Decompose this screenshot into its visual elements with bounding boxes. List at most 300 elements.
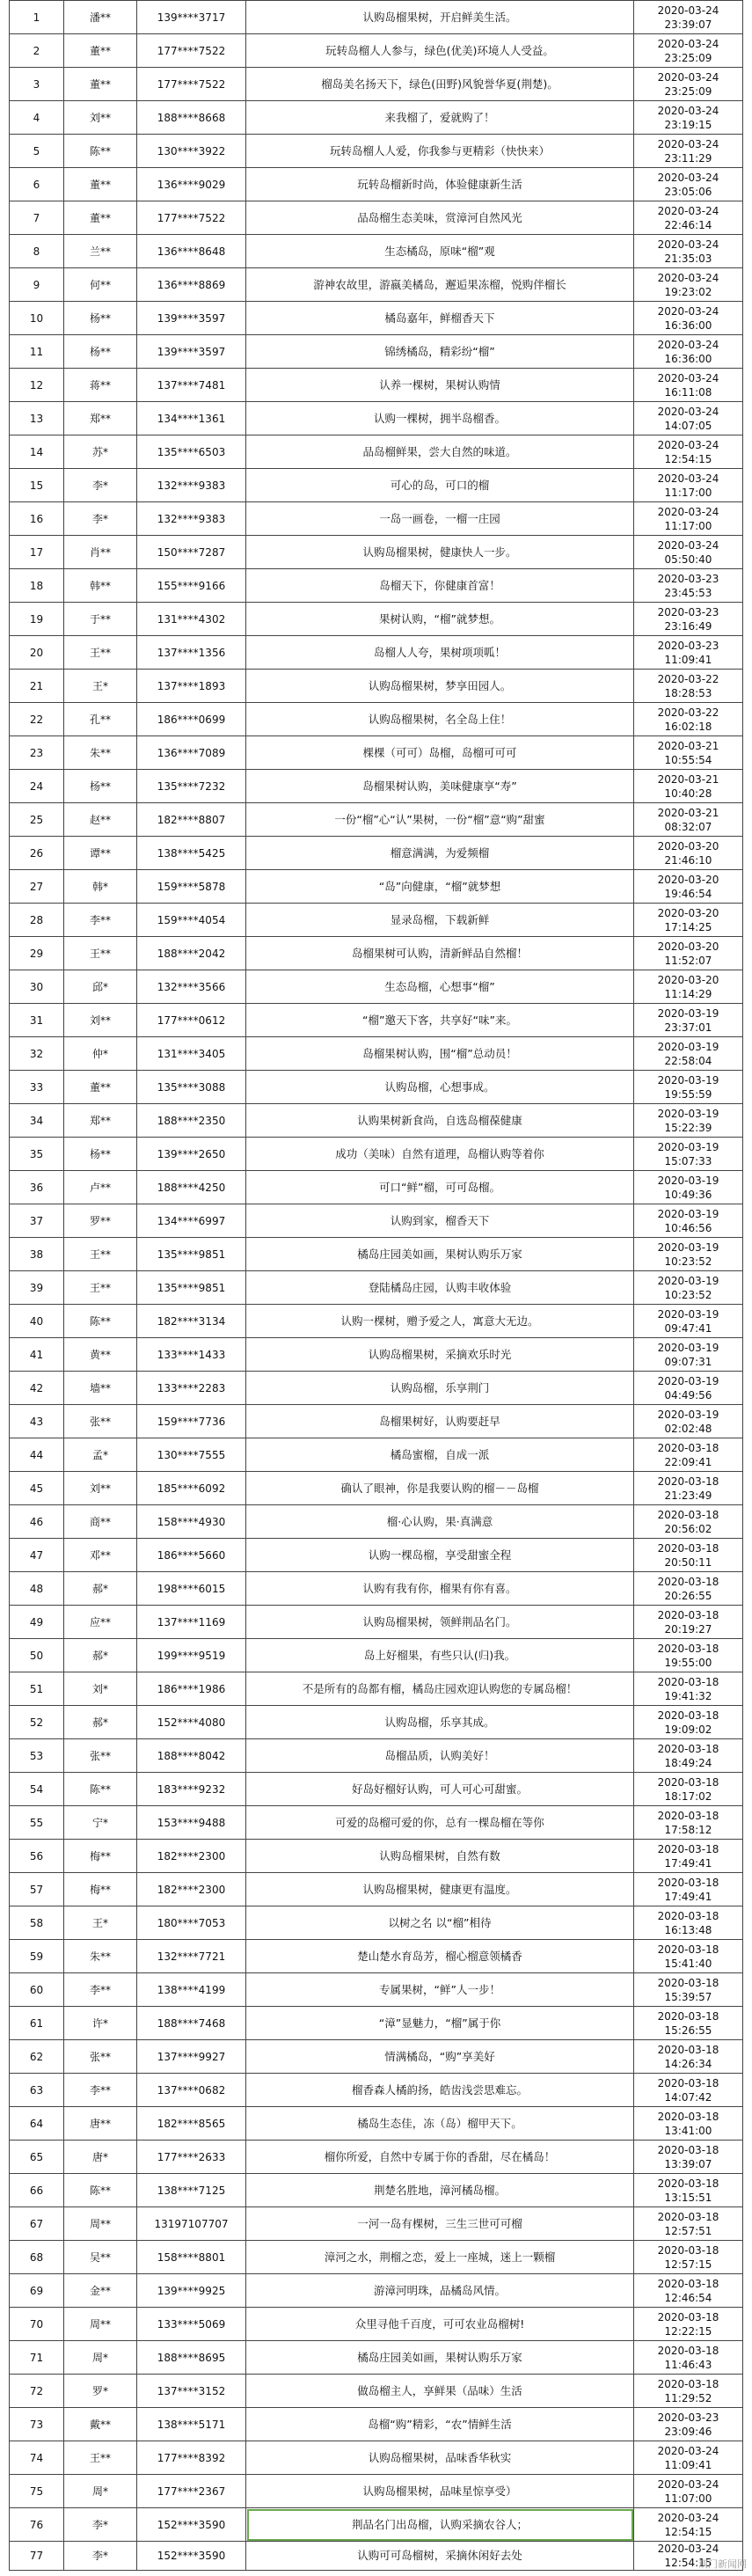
time-text: 23:37:01 [664, 1021, 712, 1034]
name-cell: 黄** [64, 1338, 137, 1372]
time-text: 17:49:41 [664, 1856, 712, 1870]
table-row [10, 1271, 743, 1305]
phone-cell: 139****3717 [137, 1, 246, 34]
row-number-cell: 48 [10, 1572, 64, 1606]
row-number-cell: 74 [10, 2441, 64, 2475]
time-text: 13:39:07 [664, 2157, 712, 2170]
row-number-cell: 32 [10, 1037, 64, 1071]
name-cell: 杨** [64, 302, 137, 335]
datetime-cell [634, 2375, 743, 2408]
table-row [10, 1806, 743, 1840]
table-row [10, 1505, 743, 1539]
date-text: 2020-03-23 [657, 2411, 719, 2424]
datetime-cell [634, 569, 743, 603]
row-number-cell: 72 [10, 2375, 64, 2408]
slogan-cell: 认购一棵岛榴，享受甜蜜全程 [246, 1539, 634, 1572]
table-row [10, 1204, 743, 1238]
slogan-cell: 橘岛嘉年，鲜榴香天下 [246, 302, 634, 335]
slogan-cell: 确认了眼神，你是我要认购的榴－－岛榴 [246, 1472, 634, 1505]
slogan-cell: 认购一棵树，赠予爱之人，寓意大无边。 [246, 1305, 634, 1338]
slogan-cell: 认购岛榴果树，自然有数 [246, 1840, 634, 1873]
datetime-cell [634, 2475, 743, 2508]
name-cell: 杨** [64, 1138, 137, 1171]
phone-cell: 182****2300 [137, 1840, 246, 1873]
phone-cell: 132****7721 [137, 1940, 246, 1973]
datetime-cell [634, 302, 743, 335]
time-text: 17:49:41 [664, 1890, 712, 1903]
time-text: 09:07:31 [664, 1355, 712, 1368]
date-text: 2020-03-21 [657, 739, 719, 752]
slogan-cell: 认养一棵树，果树认购情 [246, 369, 634, 402]
row-number-cell: 16 [10, 502, 64, 536]
phone-cell: 132****9383 [137, 469, 246, 502]
name-cell: 王* [64, 670, 137, 703]
phone-cell: 152****3590 [137, 2542, 246, 2571]
time-text: 22:46:14 [664, 218, 712, 231]
datetime-cell [634, 2074, 743, 2107]
slogan-cell: 岛榴天下，你健康首富！ [246, 569, 634, 603]
row-number-cell: 13 [10, 402, 64, 435]
date-text: 2020-03-24 [657, 271, 719, 284]
time-text: 17:58:12 [664, 1823, 712, 1836]
name-cell: 张** [64, 1405, 137, 1438]
datetime-cell [634, 1238, 743, 1271]
row-number-cell: 8 [10, 235, 64, 268]
datetime-cell [634, 703, 743, 736]
row-number-cell: 76 [10, 2508, 64, 2542]
date-text: 2020-03-18 [657, 2377, 719, 2390]
datetime-cell [634, 2274, 743, 2308]
table-row [10, 970, 743, 1004]
table-row [10, 369, 743, 402]
slogan-cell: 认购岛榴果树，名全岛上住！ [246, 703, 634, 736]
date-text: 2020-03-21 [657, 772, 719, 786]
date-text: 2020-03-19 [657, 1006, 719, 1020]
date-text: 2020-03-18 [657, 1541, 719, 1555]
slogan-cell: 岛榴果树好，认购要赶早 [246, 1405, 634, 1438]
row-number-cell: 25 [10, 803, 64, 837]
name-cell: 刘** [64, 1004, 137, 1037]
name-cell: 李* [64, 469, 137, 502]
name-cell: 邱* [64, 970, 137, 1004]
datetime-cell [634, 1739, 743, 1773]
date-text: 2020-03-19 [657, 1341, 719, 1354]
slogan-cell: 认购一棵树，拥半岛榴香。 [246, 402, 634, 435]
phone-cell: 133****5069 [137, 2308, 246, 2341]
table-row [10, 1004, 743, 1037]
row-number-cell: 61 [10, 2007, 64, 2040]
slogan-cell: 游漳河明珠，品橘岛风情。 [246, 2274, 634, 2308]
date-text: 2020-03-24 [657, 2511, 719, 2524]
table-row [10, 1438, 743, 1472]
name-cell: 董** [64, 68, 137, 101]
table-row [10, 2542, 743, 2571]
date-text: 2020-03-24 [657, 438, 719, 451]
table-row [10, 904, 743, 937]
slogan-cell: “岛”向健康，“榴”就梦想 [246, 870, 634, 904]
date-text: 2020-03-19 [657, 1307, 719, 1321]
time-text: 20:56:02 [664, 1522, 712, 1535]
datetime-cell [634, 736, 743, 770]
name-cell: 于** [64, 603, 137, 636]
phone-cell: 135****9851 [137, 1238, 246, 1271]
datetime-cell [634, 2241, 743, 2274]
date-text: 2020-03-24 [657, 137, 719, 150]
phone-cell: 137****1893 [137, 670, 246, 703]
date-text: 2020-03-24 [657, 104, 719, 117]
phone-cell: 137****1169 [137, 1606, 246, 1639]
phone-cell: 182****3134 [137, 1305, 246, 1338]
row-number-cell: 46 [10, 1505, 64, 1539]
time-text: 11:52:07 [664, 954, 712, 967]
slogan-cell: 生态橘岛，原味“榴”观 [246, 235, 634, 268]
table-row [10, 135, 743, 168]
table-row [10, 268, 743, 302]
date-text: 2020-03-18 [657, 2177, 719, 2190]
time-text: 16:36:00 [664, 352, 712, 365]
time-text: 21:46:10 [664, 853, 712, 867]
name-cell: 肖** [64, 536, 137, 569]
table-row [10, 2341, 743, 2375]
datetime-cell [634, 1639, 743, 1672]
row-number-cell: 52 [10, 1706, 64, 1739]
phone-cell: 186****1986 [137, 1672, 246, 1706]
row-number-cell: 49 [10, 1606, 64, 1639]
time-text: 12:54:15 [664, 2525, 712, 2538]
time-text: 18:28:53 [664, 686, 712, 699]
name-cell: 许* [64, 2007, 137, 2040]
slogan-cell: 荆楚名胜地，漳河橘岛榴。 [246, 2174, 634, 2207]
row-number-cell: 56 [10, 1840, 64, 1873]
name-cell: 刘** [64, 101, 137, 135]
slogan-cell: 荆品名门出岛榴，认购采摘农谷人； [246, 2508, 634, 2542]
table-row [10, 1572, 743, 1606]
time-text: 23:25:09 [664, 51, 712, 64]
phone-cell: 137****1356 [137, 636, 246, 670]
datetime-cell [634, 402, 743, 435]
table-row [10, 1171, 743, 1204]
datetime-cell [634, 2007, 743, 2040]
slogan-cell: 橘岛生态佳，冻（岛）榴甲天下。 [246, 2107, 634, 2141]
datetime-cell [634, 1505, 743, 1539]
time-text: 15:22:39 [664, 1121, 712, 1134]
table-row [10, 2375, 743, 2408]
slogan-cell: 认购岛榴，乐享荆门 [246, 1372, 634, 1405]
time-text: 18:49:24 [664, 1756, 712, 1769]
table-row [10, 1539, 743, 1572]
time-text: 11:09:41 [664, 2458, 712, 2471]
phone-cell: 188****2042 [137, 937, 246, 970]
time-text: 13:41:00 [664, 2124, 712, 2137]
table-row [10, 670, 743, 703]
datetime-cell [634, 670, 743, 703]
slogan-cell: 橘岛庄园美如画，果树认购乐万家 [246, 1238, 634, 1271]
table-row [10, 1672, 743, 1706]
date-text: 2020-03-18 [657, 1775, 719, 1789]
date-text: 2020-03-18 [657, 1742, 719, 1755]
row-number-cell: 24 [10, 770, 64, 803]
date-text: 2020-03-18 [657, 2344, 719, 2357]
table-row [10, 770, 743, 803]
slogan-cell: 玩转岛榴人人爱，你我参与更精彩（快快来） [246, 135, 634, 168]
datetime-cell [634, 1338, 743, 1372]
time-text: 12:54:15 [664, 452, 712, 465]
datetime-cell [634, 2040, 743, 2074]
date-text: 2020-03-24 [657, 472, 719, 485]
table-row [10, 569, 743, 603]
table-row [10, 1238, 743, 1271]
name-cell: 吴** [64, 2241, 137, 2274]
time-text: 09:47:41 [664, 1321, 712, 1335]
date-text: 2020-03-24 [657, 2543, 719, 2555]
time-text: 20:19:27 [664, 1622, 712, 1636]
slogan-cell: 认购岛榴果树，开启鲜美生活。 [246, 1, 634, 34]
datetime-cell [634, 1539, 743, 1572]
datetime-cell [634, 1171, 743, 1204]
row-number-cell: 40 [10, 1305, 64, 1338]
table-row [10, 1739, 743, 1773]
row-number-cell: 4 [10, 101, 64, 135]
slogan-cell: 游神农故里，游嬴美橘岛，邂逅果冻榴，悦购伴榴长 [246, 268, 634, 302]
table-row [10, 2174, 743, 2207]
time-text: 21:23:49 [664, 1489, 712, 1502]
datetime-cell [634, 1305, 743, 1338]
time-text: 22:58:04 [664, 1054, 712, 1067]
time-text: 19:46:54 [664, 887, 712, 900]
name-cell: 李** [64, 1973, 137, 2007]
date-text: 2020-03-19 [657, 1274, 719, 1287]
table-row [10, 1873, 743, 1906]
slogan-cell: 显录岛榴，下载新鲜 [246, 904, 634, 937]
name-cell: 郑** [64, 1104, 137, 1138]
row-number-cell: 41 [10, 1338, 64, 1372]
table-row [10, 502, 743, 536]
row-number-cell: 22 [10, 703, 64, 736]
phone-cell: 134****1361 [137, 402, 246, 435]
table-row [10, 636, 743, 670]
date-text: 2020-03-18 [657, 1976, 719, 1989]
slogan-cell: 榴香森人橘韵扬，皓齿浅尝思难忘。 [246, 2074, 634, 2107]
slogan-cell: 可心的岛，可口的榴 [246, 469, 634, 502]
table-row [10, 1, 743, 34]
row-number-cell: 29 [10, 937, 64, 970]
phone-cell: 130****3922 [137, 135, 246, 168]
slogan-cell: 情满橘岛，“购”享美好 [246, 2040, 634, 2074]
slogan-cell: 认购到家，榴香天下 [246, 1204, 634, 1238]
slogan-cell: “榴”邀天下客，共享好“味”来。 [246, 1004, 634, 1037]
time-text: 23:39:07 [664, 18, 712, 31]
row-number-cell: 59 [10, 1940, 64, 1973]
slogan-cell: 登陆橘岛庄园，认购丰收体验 [246, 1271, 634, 1305]
date-text: 2020-03-23 [657, 572, 719, 585]
datetime-cell [634, 1873, 743, 1906]
table-row [10, 1104, 743, 1138]
name-cell: 墙** [64, 1372, 137, 1405]
date-text: 2020-03-20 [657, 839, 719, 853]
time-text: 23:16:49 [664, 619, 712, 633]
name-cell: 李* [64, 2508, 137, 2542]
table-row [10, 34, 743, 68]
row-number-cell: 38 [10, 1238, 64, 1271]
phone-cell: 180****7053 [137, 1906, 246, 1940]
phone-cell: 177****2633 [137, 2141, 246, 2174]
time-text: 11:14:29 [664, 987, 712, 1000]
row-number-cell: 12 [10, 369, 64, 402]
slogan-cell: 来我榴了，爱就购了！ [246, 101, 634, 135]
table-row [10, 2441, 743, 2475]
row-number-cell: 50 [10, 1639, 64, 1672]
table-row [10, 101, 743, 135]
time-text: 19:55:00 [664, 1656, 712, 1669]
table-row [10, 2074, 743, 2107]
table-row [10, 235, 743, 268]
datetime-cell [634, 1806, 743, 1840]
datetime-cell [634, 536, 743, 569]
name-cell: 刘** [64, 1472, 137, 1505]
row-number-cell: 14 [10, 435, 64, 469]
row-number-cell: 19 [10, 603, 64, 636]
slogan-cell: 认购岛榴果树，健康快人一步。 [246, 536, 634, 569]
datetime-cell [634, 2308, 743, 2341]
phone-cell: 158****4930 [137, 1505, 246, 1539]
table-row [10, 2475, 743, 2508]
row-number-cell: 37 [10, 1204, 64, 1238]
row-number-cell: 66 [10, 2174, 64, 2207]
phone-cell: 139****9925 [137, 2274, 246, 2308]
date-text: 2020-03-18 [657, 2243, 719, 2257]
row-number-cell: 62 [10, 2040, 64, 2074]
datetime-cell [634, 1, 743, 34]
row-number-cell: 58 [10, 1906, 64, 1940]
slogan-cell: 玩转岛榴人人参与，绿色(优美)环境人人受益。 [246, 34, 634, 68]
table-row [10, 1372, 743, 1405]
slogan-cell: 岛榴品质，认购美好！ [246, 1739, 634, 1773]
name-cell: 宁* [64, 1806, 137, 1840]
phone-cell: 136****7089 [137, 736, 246, 770]
name-cell: 周* [64, 2475, 137, 2508]
phone-cell: 177****7522 [137, 68, 246, 101]
table-row [10, 1973, 743, 2007]
slogan-cell: 认购岛榴，心想事成。 [246, 1071, 634, 1104]
datetime-cell [634, 168, 743, 201]
datetime-cell [634, 435, 743, 469]
date-text: 2020-03-18 [657, 1809, 719, 1822]
date-text: 2020-03-19 [657, 1073, 719, 1087]
phone-cell: 137****0682 [137, 2074, 246, 2107]
date-text: 2020-03-21 [657, 806, 719, 819]
time-text: 19:09:02 [664, 1723, 712, 1736]
datetime-cell [634, 1071, 743, 1104]
slogan-cell: 一份“榴”心“认”果树，一份“榴”意“购”甜蜜 [246, 803, 634, 837]
time-text: 19:41:32 [664, 1689, 712, 1702]
time-text: 16:13:48 [664, 1923, 712, 1936]
date-text: 2020-03-18 [657, 1642, 719, 1655]
name-cell: 陈** [64, 135, 137, 168]
time-text: 10:49:36 [664, 1188, 712, 1201]
phone-cell: 199****9519 [137, 1639, 246, 1672]
name-cell: 商** [64, 1505, 137, 1539]
slogan-cell: 锦绣橘岛，精彩纷“榴” [246, 335, 634, 369]
slogan-cell: 认购可可岛榴树，采摘休闲好去处 [246, 2542, 634, 2571]
phone-cell: 182****8565 [137, 2107, 246, 2141]
phone-cell: 130****7555 [137, 1438, 246, 1472]
datetime-cell [634, 603, 743, 636]
time-text: 15:26:55 [664, 2023, 712, 2037]
phone-cell: 136****9029 [137, 168, 246, 201]
row-number-cell: 47 [10, 1539, 64, 1572]
slogan-cell: 品岛榴鲜果，尝大自然的味道。 [246, 435, 634, 469]
phone-cell: 188****2350 [137, 1104, 246, 1138]
time-text: 14:07:42 [664, 2090, 712, 2104]
datetime-cell [634, 201, 743, 235]
phone-cell: 188****8668 [137, 101, 246, 135]
datetime-cell [634, 1940, 743, 1973]
name-cell: 董** [64, 1071, 137, 1104]
datetime-cell [634, 1138, 743, 1171]
row-number-cell: 42 [10, 1372, 64, 1405]
table-row [10, 2408, 743, 2441]
table-row [10, 736, 743, 770]
datetime-cell [634, 68, 743, 101]
slogan-cell: 成功（美味）自然有道理，岛榴认购等着你 [246, 1138, 634, 1171]
date-text: 2020-03-24 [657, 171, 719, 184]
date-text: 2020-03-19 [657, 1140, 719, 1153]
name-cell: 孔** [64, 703, 137, 736]
table-row [10, 168, 743, 201]
date-text: 2020-03-24 [657, 70, 719, 84]
slogan-cell: 棵棵（可可）岛榴，岛榴可可可 [246, 736, 634, 770]
phone-cell: 131****3405 [137, 1037, 246, 1071]
name-cell: 陈** [64, 2174, 137, 2207]
row-number-cell: 9 [10, 268, 64, 302]
time-text: 12:57:15 [664, 2258, 712, 2271]
date-text: 2020-03-24 [657, 405, 719, 418]
slogan-cell: 漳河之水，荆榴之恋，爱上一座城，迷上一颗榴 [246, 2241, 634, 2274]
slogan-cell: 做岛榴主人，享鲜果（品味）生活 [246, 2375, 634, 2408]
row-number-cell: 55 [10, 1806, 64, 1840]
phone-cell: 159****5878 [137, 870, 246, 904]
time-text: 23:11:29 [664, 151, 712, 165]
phone-cell: 152****4080 [137, 1706, 246, 1739]
date-text: 2020-03-18 [657, 2277, 719, 2290]
datetime-cell [634, 1004, 743, 1037]
slogan-cell: 不是所有的岛都有榴，橘岛庄园欢迎认购您的专属岛榴！ [246, 1672, 634, 1706]
datetime-cell [634, 2207, 743, 2241]
row-number-cell: 7 [10, 201, 64, 235]
table-row [10, 837, 743, 870]
time-text: 18:17:02 [664, 1789, 712, 1803]
date-text: 2020-03-18 [657, 1842, 719, 1855]
name-cell: 梅** [64, 1873, 137, 1906]
phone-cell: 135****3088 [137, 1071, 246, 1104]
date-text: 2020-03-24 [657, 2444, 719, 2457]
row-number-cell: 26 [10, 837, 64, 870]
phone-cell: 150****7287 [137, 536, 246, 569]
time-text: 11:46:43 [664, 2358, 712, 2371]
phone-cell: 188****7468 [137, 2007, 246, 2040]
time-text: 19:23:02 [664, 285, 712, 298]
name-cell: 杨** [64, 770, 137, 803]
date-text: 2020-03-24 [657, 304, 719, 318]
date-text: 2020-03-22 [657, 706, 719, 719]
phone-cell: 138****5425 [137, 837, 246, 870]
date-text: 2020-03-18 [657, 2143, 719, 2156]
datetime-cell [634, 1706, 743, 1739]
name-cell: 王** [64, 636, 137, 670]
row-number-cell: 2 [10, 34, 64, 68]
date-text: 2020-03-24 [657, 238, 719, 251]
datetime-cell [634, 469, 743, 502]
